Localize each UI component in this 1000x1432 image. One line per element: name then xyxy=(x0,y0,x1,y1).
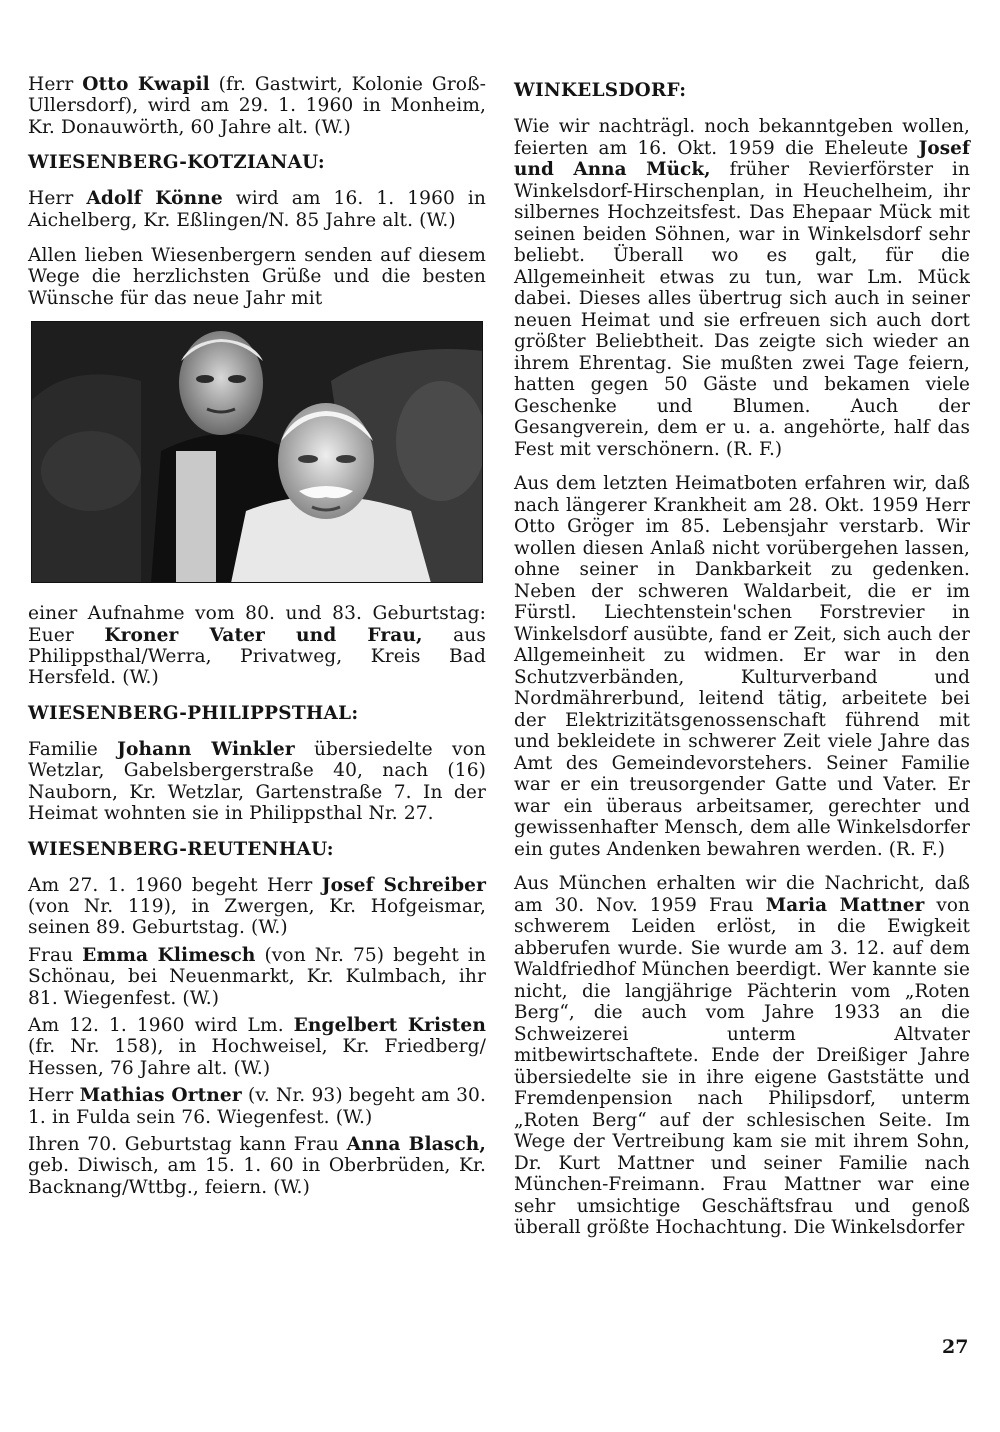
text: (von Nr. 75) begeht in Schönau, bei Neuenmarkt, Kr. Kulmbach, ihr 81. Wiegenfest. (W.) xyxy=(28,944,486,1009)
kristen-notice xyxy=(28,1015,486,1079)
right-column xyxy=(514,74,970,1252)
mueck-anniversary-article xyxy=(514,116,970,460)
person-name: Emma Klimesch xyxy=(82,944,256,966)
text: Ihren 70. Geburtstag kann Frau xyxy=(28,1133,347,1155)
section-heading-philippsthal: WIESENBERG-PHILIPPSTHAL: xyxy=(28,702,359,724)
person-name: Adolf Könne xyxy=(86,188,223,210)
text: geb. Diwisch, am 15. 1. 60 in Oberbrüden, Kr. Backnang/Wttbg., feiern. (W.) xyxy=(28,1155,486,1198)
text: früher Revierförster in Winkelsdorf-Hirschenplan, in Heuchelheim, ihr silbernes Hochzeitsfest. Das Ehepaar Mück mit seinen beiden Söhnen, war in Winkelsdorf sehr beliebt. Überall wo es galt, für die Allgemeinheit etwas zu tun, war Lm. Mück dabei. Dieses alles übertrug sich auch in seiner neuen Heimat und sie erfreuen sich auch dort größter Beliebtheit. Das zeigte sich wieder an ihrem Ehrentag. Sie mußten zwei Tage feiern, hatten gegen 50 Gäste und bekamen viele Geschenke und Blumen. Auch der Gesangverein, dem er u. a. angehörte, half das Fest mit verschönern. (R. F.) xyxy=(514,159,970,460)
section-heading-reutenhau: WIESENBERG-REUTENHAU: xyxy=(28,838,334,860)
section-heading-winkelsdorf: WINKELSDORF: xyxy=(514,80,687,101)
text: (von Nr. 119), in Zwergen, Kr. Hofgeismar, seinen 89. Geburtstag. (W.) xyxy=(28,895,486,939)
winkler-notice xyxy=(28,739,486,825)
text: (fr. Nr. 158), in Hochweisel, Kr. Friedberg/ Hessen, 76 Jahre alt. (W.) xyxy=(28,1036,486,1079)
text: Wie wir nachträgl. noch bekanntgeben wollen, feierten am 16. Okt. 1959 die Eheleute xyxy=(514,116,970,159)
mattner-obituary xyxy=(514,873,970,1239)
person-name: Engelbert Kristen xyxy=(293,1014,486,1036)
person-name: Mathias Ortner xyxy=(79,1085,242,1107)
person-name: Josef und Anna Mück, xyxy=(514,137,970,180)
klimesch-notice xyxy=(28,945,486,1009)
text: Aus München erhalten wir die Nachricht, daß am 30. Nov. 1959 Frau xyxy=(514,873,970,916)
person-name: Otto Kwapil xyxy=(82,74,210,95)
schreiber-notice xyxy=(28,875,486,939)
person-name: Josef Schreiber xyxy=(321,874,487,896)
person-name: Johann Winkler xyxy=(117,738,295,760)
text: Herr xyxy=(28,74,83,95)
text: Herr xyxy=(28,1085,80,1107)
groeger-obituary: Aus dem letzten Heimatboten erfahren wir, daß nach längerer Krankheit am 28. Okt. 1959 Herr Otto Gröger im 85. Lebensjahr verstarb. Wir wollen diesen Anlaß nicht vorübergehen lassen, ohne seiner in Dankbarkeit zu gedenken. Neben der schweren Waldarbeit, die er im Fürstl. Liechtenstein'schen Forstrevier in Winkelsdorf ausübte, fand er Zeit, sich auch der Allgemeinheit zu widmen. Er war in den Schutzverbänden, Kulturverband und Nordmährerbund, leitend tätig, arbeitete bei der Elektrizitätsgenossenschaft führend mit und bekleidete in schwerer Zeit viele Jahre das Amt des Gemeindevorstehers. Seiner Familie war er ein treusorgender Gatte und Vater. Er war ein überaus arbeitsamer, gerechter und gewissenhafter Mensch, dem alle Winkelsdorfer ein gutes Andenken bewahren werden. (R. F.) xyxy=(514,473,970,860)
text: übersiedelte von Wetzlar, Gabelsbergerstraße 40, nach (16) Nauborn, Kr. Wetzlar, Gartenstraße 7. In der Heimat wohnten sie in Philippsthal Nr. 27. xyxy=(28,738,486,825)
elderly-couple-photo xyxy=(31,321,483,583)
koenne-notice xyxy=(28,188,486,231)
page-number: 27 xyxy=(942,1336,969,1358)
text: Familie xyxy=(28,738,118,760)
blasch-notice xyxy=(28,1134,486,1198)
person-name: Kroner Vater und Frau, xyxy=(104,624,423,646)
kwapil-notice xyxy=(28,74,486,138)
person-name: Maria Mattner xyxy=(765,894,925,916)
text: Am 12. 1. 1960 wird Lm. xyxy=(28,1014,294,1036)
text: Herr xyxy=(28,188,87,210)
left-column xyxy=(28,74,486,1212)
text: (v. Nr. 93) begeht am 30. 1. in Fulda sein 76. Wiegenfest. (W.) xyxy=(28,1085,487,1128)
kroner-notice xyxy=(28,603,486,689)
text: aus Philippsthal/Werra, Privatweg, Kreis Bad Hersfeld. (W.) xyxy=(28,624,486,689)
text: von schwerem Leiden erlöst, in die Ewigkeit abberufen wurde. Sie wurde am 3. 12. auf dem Waldfriedhof München beerdigt. Wer kannte sie nicht, die langjährige Pächterin vom „Roten Berg“, die auch vom Jahre 1933 an die Schweizerei unterm Altvater mitbewirtschaftete. Ende der Dreißiger Jahre übersiedelte sie in ihre eigene Gaststätte und Fremdenpension nach Philipsdorf, unterm „Roten Berg“ auf der schlesischen Seite. Im Wege der Vertreibung kam sie mit ihrem Sohn, Dr. Kurt Mattner und seiner Familie nach München-Freimann. Frau Mattner war eine sehr umsichtige Geschäftsfrau und genoß überall größte Hochachtung. Die Winkelsdorfer xyxy=(514,894,970,1238)
text: wird am 16. 1. 1960 in Aichelberg, Kr. Eßlingen/N. 85 Jahre alt. (W.) xyxy=(28,188,487,231)
section-heading-kotzianau: WIESENBERG-KOTZIANAU: xyxy=(28,152,325,174)
text: Am 27. 1. 1960 begeht Herr xyxy=(28,874,322,896)
text: einer Aufnahme vom 80. und 83. Geburtstag: Euer xyxy=(28,603,486,646)
greeting-paragraph: Allen lieben Wiesenbergern senden auf diesem Wege die herzlichsten Grüße und die besten Wünsche für das neue Jahr mit xyxy=(28,245,486,309)
text: (fr. Gastwirt, Kolonie Groß-Ullersdorf), wird am 29. 1. 1960 in Monheim, Kr. Donauwörth, 60 Jahre alt. (W.) xyxy=(28,74,487,138)
person-name: Anna Blasch, xyxy=(346,1133,486,1155)
text: Frau xyxy=(28,944,83,966)
ortner-notice xyxy=(28,1085,486,1128)
